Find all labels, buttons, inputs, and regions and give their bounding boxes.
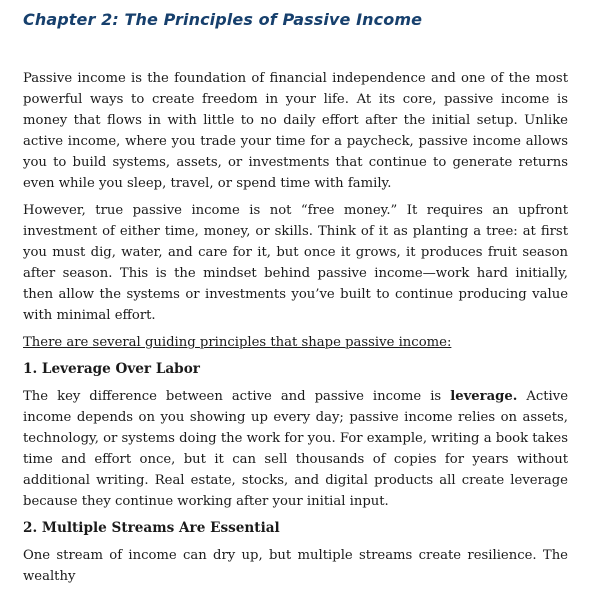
leverage-text-before: The key difference between active and passive income is (23, 389, 451, 404)
section-heading-leverage: 1. Leverage Over Labor (23, 361, 200, 377)
leverage-text-after: Active income depends on you showing up every day; passive income relies on assets, technology, or systems doing the work for you. For example, writing a book takes time and effort once, but it can sell thousands of copies for years without additional writing. Real estate, stocks, and digital products all create leverage because they continue working after your initial input. (23, 389, 569, 509)
chapter-title: Chapter 2: The Principles of Passive Income (23, 10, 423, 29)
paragraph-multiple-streams: One stream of income can dry up, but multiple streams create resilience. The wealthy (23, 548, 568, 584)
paragraph-mindset: However, true passive income is not “free money.” It requires an upfront investment of either time, money, or skills. Think of it as planting a tree: at first you must dig, water, and care for it, but once it grows, it produces fruit season after season. This is the mindset behind passive income—work hard initially, then allow the systems or investments you’ve built to continue producing value with minimal effort. (23, 203, 568, 323)
chapter-body (23, 68, 568, 593)
section-heading-multiple-streams: 2. Multiple Streams Are Essential (23, 520, 280, 536)
paragraph-leverage (23, 386, 568, 512)
principles-intro: There are several guiding principles that shape passive income: (23, 335, 452, 350)
paragraph-intro: Passive income is the foundation of financial independence and one of the most powerful ways to create freedom in your life. At its core, passive income is money that flows in with little to no daily effort after the initial setup. Unlike active income, where you trade your time for a paycheck, passive income allows you to build systems, assets, or investments that continue to generate returns even while you sleep, travel, or spend time with family. (23, 71, 568, 191)
leverage-emphasis: leverage. (450, 389, 518, 404)
